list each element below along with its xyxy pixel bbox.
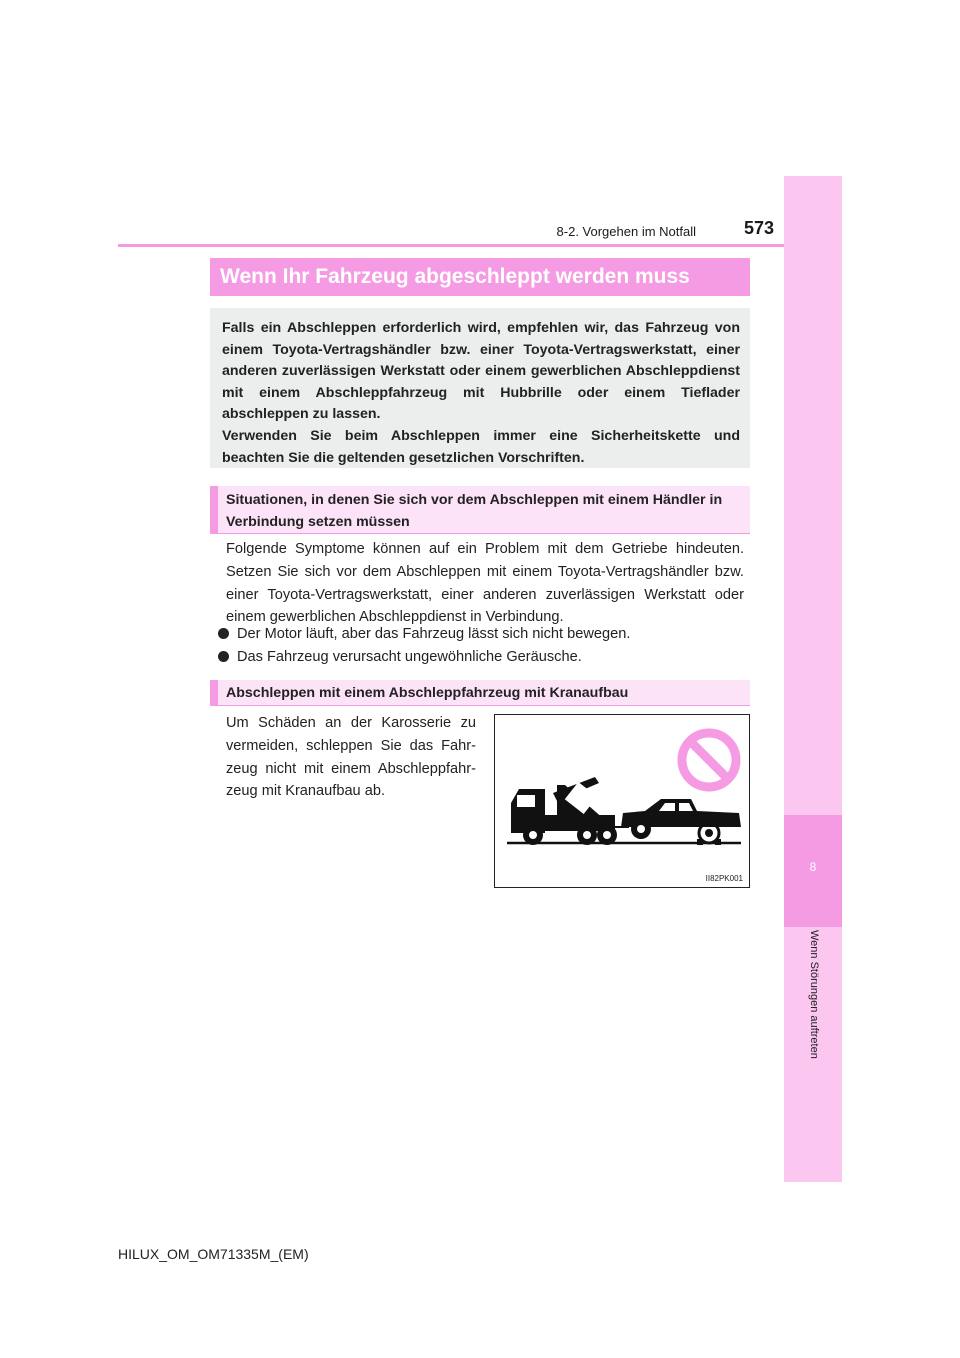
bullet-text: Der Motor läuft, aber das Fahrzeug lässt sich nicht bewegen. (237, 626, 631, 642)
section2-body: Um Schäden an der Karosserie zu vermeiden, schleppen Sie das Fahr-zeug nicht mit einem Abschleppfahr-zeug mit Kranaufbau ab. (226, 715, 476, 800)
section1-body: Folgende Symptome können auf ein Problem mit dem Getriebe hindeuten. Setzen Sie sich vor dem Abschleppen mit einem Toyota-Vertragshändler bzw. einer Toyota-Vertragswerkstatt, einer anderen zuverlässigen Werkstatt oder einem gewerblichen Abschleppdienst in Verbindung. (226, 541, 744, 626)
title-bar (210, 258, 750, 296)
prohibited-icon (682, 733, 736, 787)
bullet-icon (218, 651, 229, 662)
intro-paragraph-2: Verwenden Sie beim Abschleppen immer eine Sicherheitskette und beachten Sie die geltenden gesetzlichen Vorschriften. (222, 427, 740, 466)
page-number: 573 (743, 218, 774, 238)
chapter-number: 8 (809, 860, 817, 874)
bullet-item (218, 649, 582, 665)
bullet-text: Das Fahrzeug verursacht ungewöhnliche Geräusche. (237, 649, 582, 665)
document-footer-code: HILUX_OM_OM71335M_(EM) (118, 1246, 309, 1262)
crane-tow-truck-illustration (495, 715, 749, 887)
section-heading-crane-tow: Abschleppen mit einem Abschleppfahrzeug mit Kranaufbau (210, 680, 750, 706)
intro-paragraph-1: Falls ein Abschleppen erforderlich wird, empfehlen wir, das Fahrzeug von einem Toyota-Vertragshändler bzw. einer Toyota-Vertragswerkstatt, einer anderen zuverlässigen Werkstatt oder einem gewerblichen Abschleppdienst mit einem Abschleppfahrzeug mit Hubbrille oder einem Tieflader abschleppen zu lassen. (222, 320, 740, 423)
intro-box (210, 308, 750, 468)
chapter-title-vertical: Wenn Störungen auftreten (808, 930, 820, 1059)
bullet-icon (218, 628, 229, 639)
header-divider (118, 244, 784, 247)
section-heading-dealer-contact: Situationen, in denen Sie sich vor dem Abschleppen mit einem Händler in Verbindung setzen müssen (210, 486, 750, 534)
section-reference: 8-2. Vorgehen im Notfall (556, 224, 696, 239)
page-title: Wenn Ihr Fahrzeug abgeschleppt werden muss (220, 265, 690, 288)
bullet-item (218, 626, 630, 642)
crane-tow-prohibited-figure (494, 714, 750, 888)
figure-code: II82PK001 (705, 874, 743, 883)
